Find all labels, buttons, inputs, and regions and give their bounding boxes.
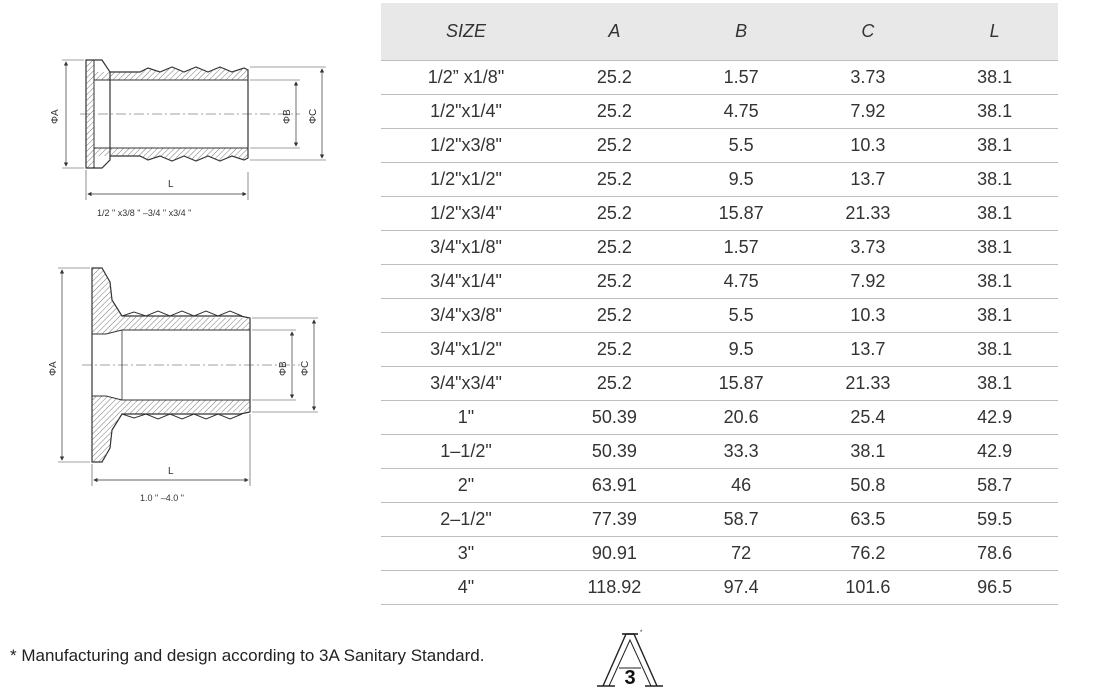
cell-c: 21.33 bbox=[805, 367, 932, 401]
cell-c: 21.33 bbox=[805, 197, 932, 231]
drawing-caption-bottom: 1.0 " –4.0 " bbox=[140, 493, 184, 503]
cell-c: 25.4 bbox=[805, 401, 932, 435]
table-header-row bbox=[381, 3, 1058, 61]
cell-l: 42.9 bbox=[931, 435, 1058, 469]
cell-l: 78.6 bbox=[931, 537, 1058, 571]
cell-l: 38.1 bbox=[931, 197, 1058, 231]
cell-b: 1.57 bbox=[678, 231, 805, 265]
header-size: SIZE bbox=[381, 3, 551, 61]
cell-c: 10.3 bbox=[805, 299, 932, 333]
cell-l: 38.1 bbox=[931, 129, 1058, 163]
cell-a: 25.2 bbox=[551, 197, 678, 231]
cell-size: 1/2"x3/4" bbox=[381, 197, 551, 231]
cell-c: 76.2 bbox=[805, 537, 932, 571]
dim-label-a: ΦA bbox=[48, 361, 59, 376]
cell-size: 1/2” x1/8" bbox=[381, 61, 551, 95]
cell-size: 2–1/2" bbox=[381, 503, 551, 537]
cell-c: 63.5 bbox=[805, 503, 932, 537]
cell-a: 25.2 bbox=[551, 231, 678, 265]
header-a: A bbox=[551, 3, 678, 61]
cell-b: 15.87 bbox=[678, 367, 805, 401]
hose-adapter-drawing-large bbox=[48, 268, 318, 486]
cell-size: 1/2"x1/2" bbox=[381, 163, 551, 197]
cell-c: 7.92 bbox=[805, 95, 932, 129]
cell-a: 90.91 bbox=[551, 537, 678, 571]
table-row bbox=[381, 197, 1058, 231]
cell-a: 77.39 bbox=[551, 503, 678, 537]
table-body bbox=[381, 61, 1058, 605]
table-row bbox=[381, 265, 1058, 299]
cell-b: 4.75 bbox=[678, 265, 805, 299]
cell-size: 1" bbox=[381, 401, 551, 435]
dim-label-l: L bbox=[168, 466, 174, 477]
cell-l: 58.7 bbox=[931, 469, 1058, 503]
cell-l: 38.1 bbox=[931, 95, 1058, 129]
cell-b: 5.5 bbox=[678, 129, 805, 163]
table-row bbox=[381, 95, 1058, 129]
header-l: L bbox=[931, 3, 1058, 61]
cell-b: 97.4 bbox=[678, 571, 805, 605]
cell-c: 7.92 bbox=[805, 265, 932, 299]
3a-logo-mark: 3 bbox=[624, 667, 636, 689]
cell-b: 15.87 bbox=[678, 197, 805, 231]
cell-b: 5.5 bbox=[678, 299, 805, 333]
cell-l: 59.5 bbox=[931, 503, 1058, 537]
table-row bbox=[381, 503, 1058, 537]
cell-size: 3/4"x1/2" bbox=[381, 333, 551, 367]
table-row bbox=[381, 299, 1058, 333]
cell-l: 38.1 bbox=[931, 367, 1058, 401]
hose-adapter-drawing-small bbox=[50, 60, 326, 200]
table-row bbox=[381, 401, 1058, 435]
table-row bbox=[381, 333, 1058, 367]
drawing-caption-top: 1/2 " x3/8 " –3/4 " x3/4 " bbox=[97, 208, 192, 218]
cell-size: 3/4"x1/8" bbox=[381, 231, 551, 265]
cell-l: 96.5 bbox=[931, 571, 1058, 605]
cell-a: 25.2 bbox=[551, 265, 678, 299]
cell-b: 46 bbox=[678, 469, 805, 503]
cell-b: 72 bbox=[678, 537, 805, 571]
cell-a: 25.2 bbox=[551, 61, 678, 95]
cell-b: 1.57 bbox=[678, 61, 805, 95]
dim-label-a: ΦA bbox=[50, 109, 61, 124]
cell-size: 1/2"x1/4" bbox=[381, 95, 551, 129]
table-row bbox=[381, 163, 1058, 197]
cell-l: 38.1 bbox=[931, 265, 1058, 299]
cell-size: 2" bbox=[381, 469, 551, 503]
cell-c: 50.8 bbox=[805, 469, 932, 503]
table-row bbox=[381, 129, 1058, 163]
cell-c: 13.7 bbox=[805, 163, 932, 197]
table-row bbox=[381, 231, 1058, 265]
cell-b: 20.6 bbox=[678, 401, 805, 435]
table-row bbox=[381, 367, 1058, 401]
technical-drawings bbox=[0, 0, 380, 520]
cell-a: 63.91 bbox=[551, 469, 678, 503]
cell-b: 58.7 bbox=[678, 503, 805, 537]
cell-a: 25.2 bbox=[551, 367, 678, 401]
cell-l: 38.1 bbox=[931, 231, 1058, 265]
3a-sanitary-logo bbox=[595, 628, 665, 690]
cell-c: 10.3 bbox=[805, 129, 932, 163]
cell-c: 101.6 bbox=[805, 571, 932, 605]
cell-size: 1–1/2" bbox=[381, 435, 551, 469]
header-c: C bbox=[805, 3, 932, 61]
cell-a: 50.39 bbox=[551, 435, 678, 469]
cell-size: 3/4"x3/8" bbox=[381, 299, 551, 333]
cell-b: 9.5 bbox=[678, 163, 805, 197]
cell-c: 3.73 bbox=[805, 61, 932, 95]
cell-b: 4.75 bbox=[678, 95, 805, 129]
cell-size: 3/4"x1/4" bbox=[381, 265, 551, 299]
header-b: B bbox=[678, 3, 805, 61]
dim-label-l: L bbox=[168, 179, 174, 190]
cell-l: 38.1 bbox=[931, 163, 1058, 197]
cell-c: 13.7 bbox=[805, 333, 932, 367]
standard-footnote: * Manufacturing and design according to 3A Sanitary Standard. bbox=[10, 646, 485, 665]
cell-size: 1/2"x3/8" bbox=[381, 129, 551, 163]
cell-l: 38.1 bbox=[931, 61, 1058, 95]
table-row bbox=[381, 537, 1058, 571]
dim-label-c: ΦC bbox=[300, 360, 311, 376]
cell-l: 38.1 bbox=[931, 333, 1058, 367]
dim-label-c: ΦC bbox=[308, 108, 319, 124]
cell-a: 25.2 bbox=[551, 129, 678, 163]
cell-b: 9.5 bbox=[678, 333, 805, 367]
cell-a: 25.2 bbox=[551, 163, 678, 197]
cell-l: 38.1 bbox=[931, 299, 1058, 333]
cell-c: 3.73 bbox=[805, 231, 932, 265]
cell-a: 25.2 bbox=[551, 95, 678, 129]
table-row bbox=[381, 571, 1058, 605]
dim-label-b: ΦB bbox=[278, 361, 289, 376]
cell-a: 25.2 bbox=[551, 299, 678, 333]
cell-size: 3" bbox=[381, 537, 551, 571]
table-row bbox=[381, 469, 1058, 503]
svg-text:*: * bbox=[640, 630, 643, 636]
cell-a: 50.39 bbox=[551, 401, 678, 435]
cell-size: 4" bbox=[381, 571, 551, 605]
cell-l: 42.9 bbox=[931, 401, 1058, 435]
cell-b: 33.3 bbox=[678, 435, 805, 469]
cell-size: 3/4"x3/4" bbox=[381, 367, 551, 401]
table-row bbox=[381, 61, 1058, 95]
cell-a: 118.92 bbox=[551, 571, 678, 605]
cell-c: 38.1 bbox=[805, 435, 932, 469]
cell-a: 25.2 bbox=[551, 333, 678, 367]
dimensions-table bbox=[381, 3, 1058, 605]
table-row bbox=[381, 435, 1058, 469]
dim-label-b: ΦB bbox=[282, 109, 293, 124]
